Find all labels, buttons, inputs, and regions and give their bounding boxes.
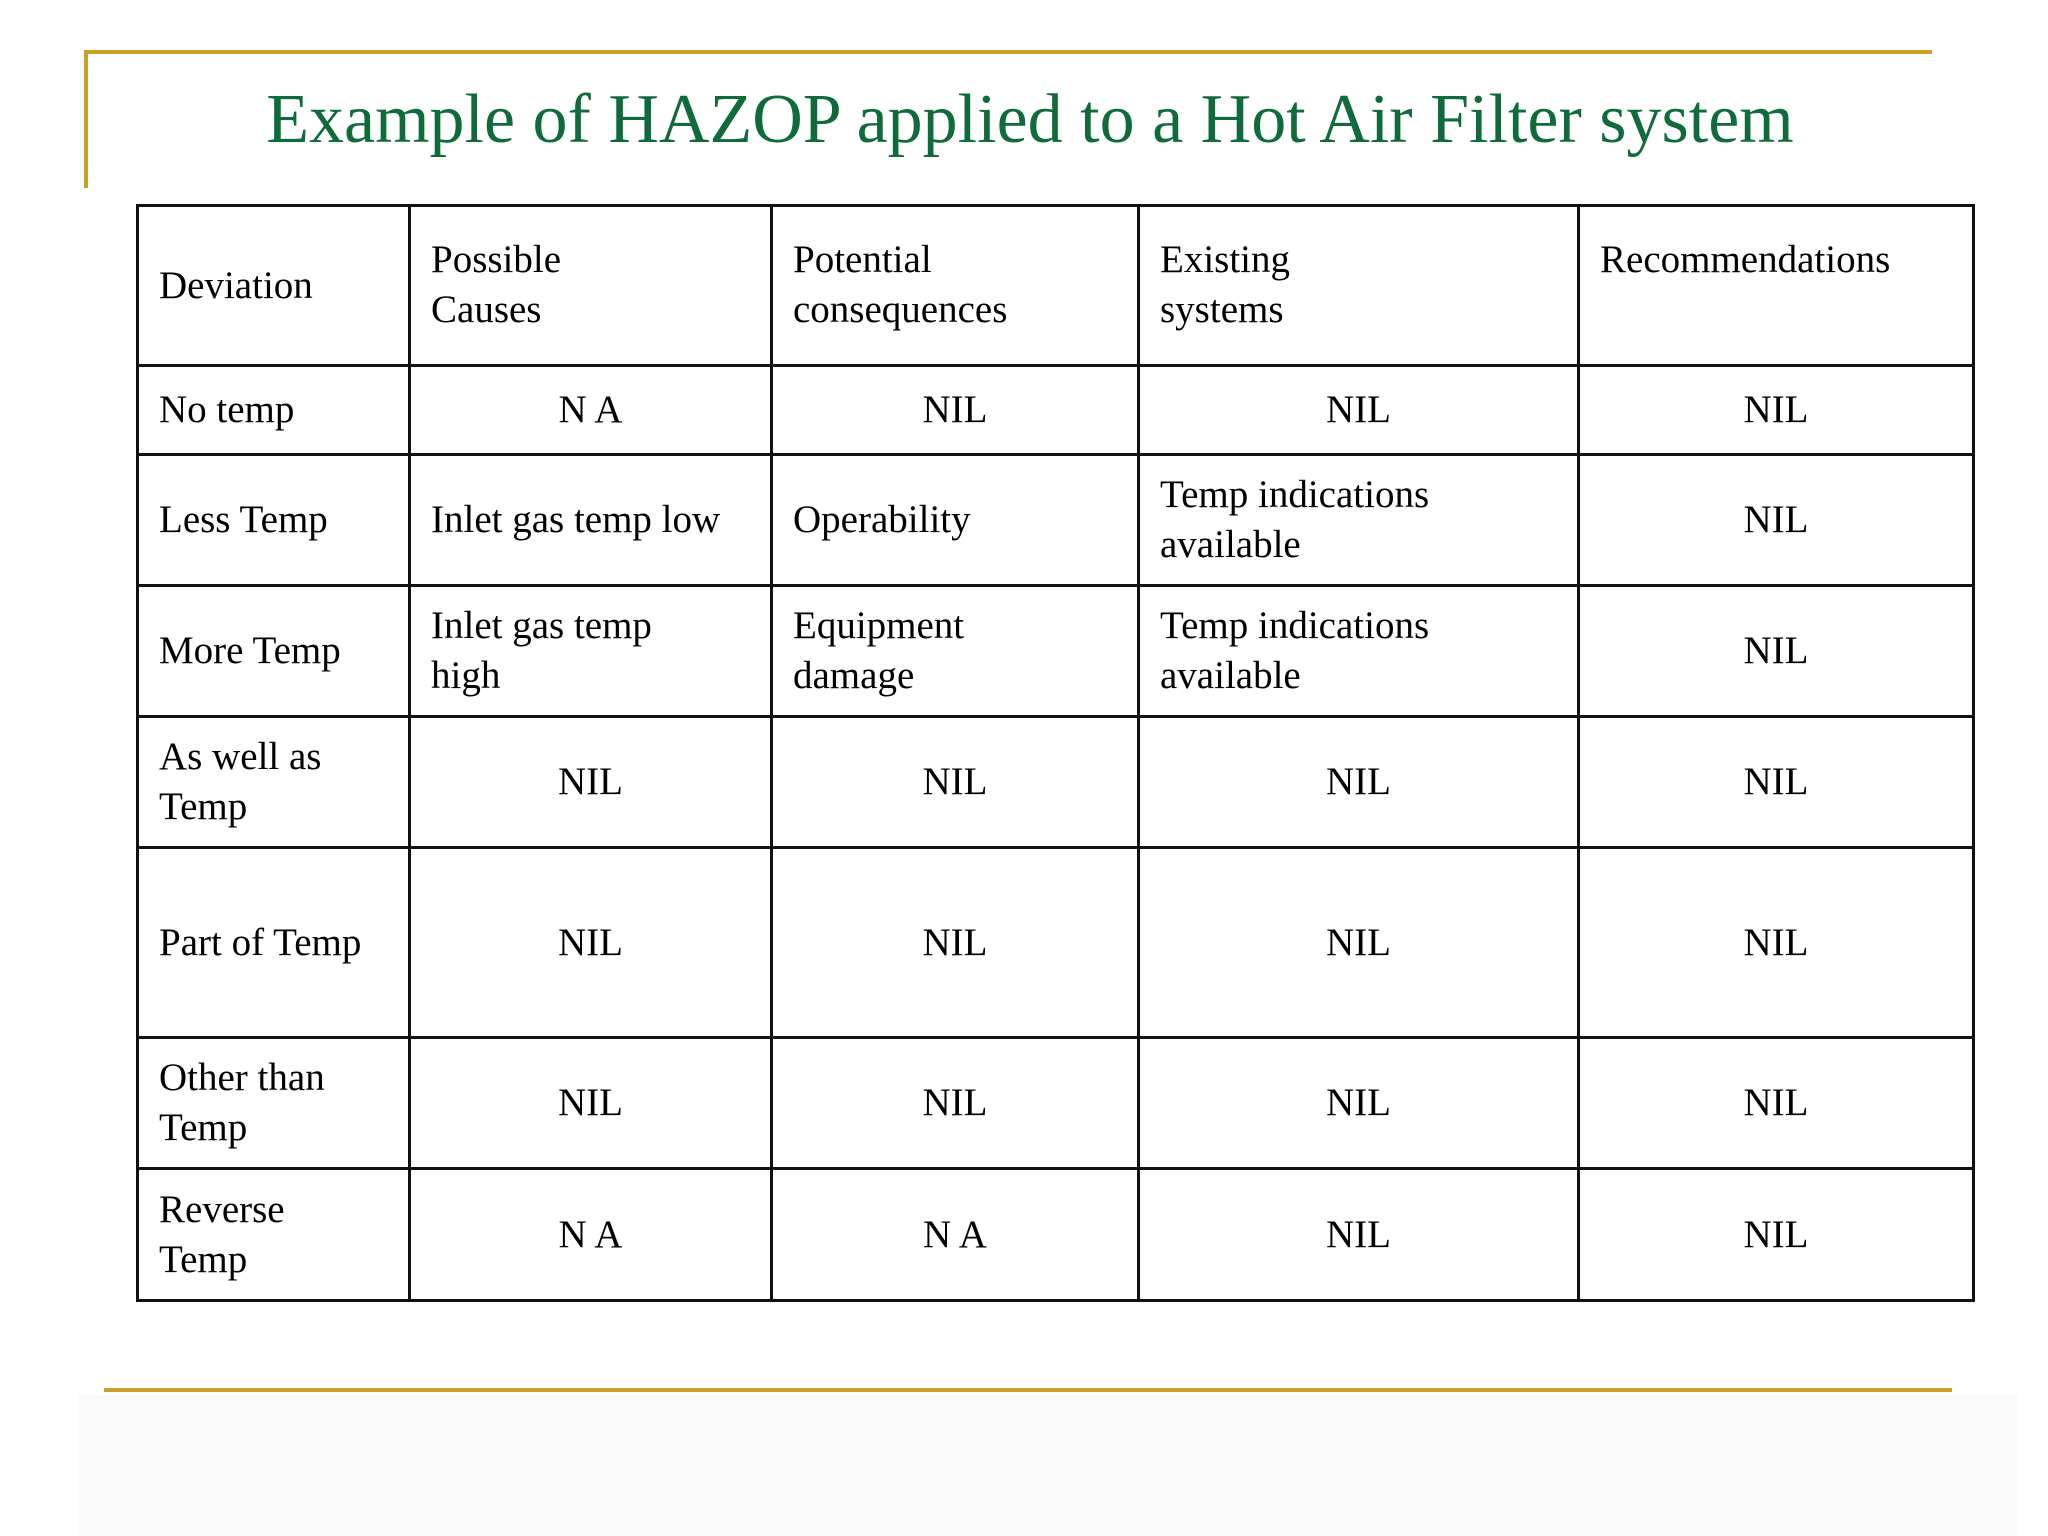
cell-recommendations: NIL [1579,848,1974,1038]
cell-existing: NIL [1139,1169,1579,1301]
table-row [138,717,1974,848]
table-row [138,455,1974,586]
table-row [138,848,1974,1038]
cell-consequences: NIL [772,1038,1139,1169]
cell-causes: NIL [410,717,772,848]
cell-deviation: Part of Temp [138,848,410,1038]
cell-consequences: Equipment damage [772,586,1139,717]
cell-recommendations: NIL [1579,366,1974,455]
header-deviation: Deviation [138,206,410,366]
cell-causes: Inlet gas temp high [410,586,772,717]
table-row [138,366,1974,455]
cell-deviation: Less Temp [138,455,410,586]
cell-consequences: Operability [772,455,1139,586]
cell-causes: NIL [410,1038,772,1169]
left-accent-rule [84,50,88,188]
cell-causes: N A [410,366,772,455]
slide-footer-area [78,1395,2018,1536]
cell-consequences: N A [772,1169,1139,1301]
table-row [138,1038,1974,1169]
cell-consequences: NIL [772,366,1139,455]
table-row [138,586,1974,717]
table-header-row [138,206,1974,366]
cell-deviation: Other than Temp [138,1038,410,1169]
cell-recommendations: NIL [1579,1038,1974,1169]
cell-deviation: No temp [138,366,410,455]
cell-recommendations: NIL [1579,586,1974,717]
cell-existing: NIL [1139,1038,1579,1169]
cell-consequences: NIL [772,848,1139,1038]
cell-causes: Inlet gas temp low [410,455,772,586]
table-row [138,1169,1974,1301]
cell-deviation: Reverse Temp [138,1169,410,1301]
cell-causes: NIL [410,848,772,1038]
cell-deviation: As well as Temp [138,717,410,848]
cell-recommendations: NIL [1579,455,1974,586]
header-possible-causes: Possible Causes [410,206,772,366]
cell-existing: NIL [1139,366,1579,455]
bottom-accent-rule [104,1388,1952,1392]
cell-existing: NIL [1139,717,1579,848]
cell-recommendations: NIL [1579,1169,1974,1301]
cell-existing: Temp indications available [1139,586,1579,717]
hazop-table [136,204,1975,1302]
cell-existing: NIL [1139,848,1579,1038]
header-recommendations: Recommendations [1579,206,1974,366]
header-potential-consequences: Potential consequences [772,206,1139,366]
top-accent-rule [84,50,1932,54]
slide-title: Example of HAZOP applied to a Hot Air Filter system [266,81,1794,158]
cell-consequences: NIL [772,717,1139,848]
cell-existing: Temp indications available [1139,455,1579,586]
header-existing-systems: Existing systems [1139,206,1579,366]
cell-deviation: More Temp [138,586,410,717]
cell-recommendations: NIL [1579,717,1974,848]
cell-causes: N A [410,1169,772,1301]
